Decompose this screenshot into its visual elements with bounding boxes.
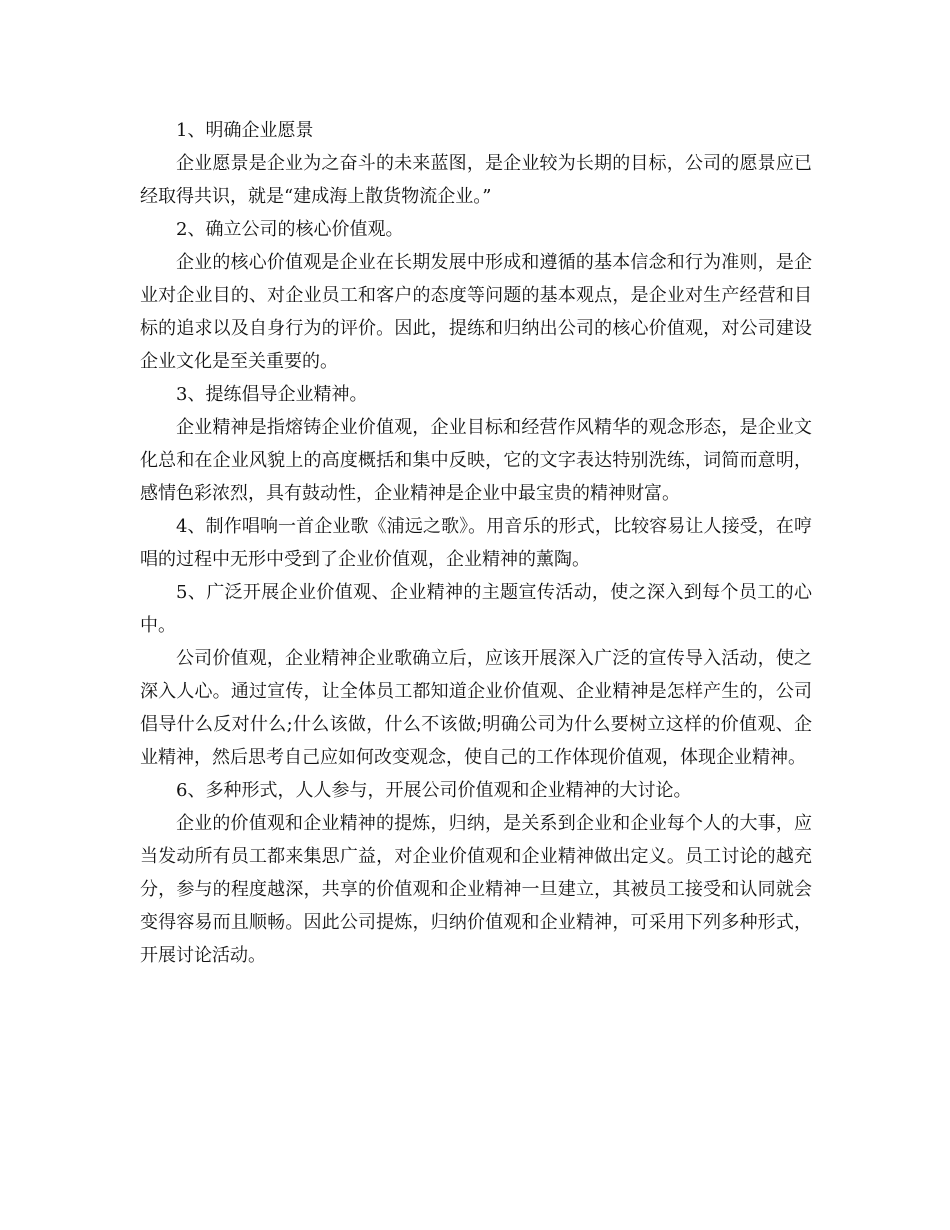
heading-theme-campaign: 5、广泛开展企业价值观、企业精神的主题宣传活动，使之深入到每个员工的心中。	[140, 582, 812, 636]
paragraph-vision: 企业愿景是企业为之奋斗的未来蓝图，是企业较为长期的目标，公司的愿景应已经取得共识，就是“建成海上散货物流企业。”	[140, 153, 812, 207]
document-body	[140, 114, 812, 972]
paragraph-enterprise-spirit: 企业精神是指熔铸企业价值观，企业目标和经营作风精华的观念形态，是企业文化总和在企业风貌上的高度概括和集中反映，它的文字表达特别洗练，词简而意明，感情色彩浓烈，具有鼓动性，企业精神是企业中最宝贵的精神财富。	[140, 417, 812, 504]
paragraph-theme-campaign: 公司价值观，企业精神企业歌确立后，应该开展深入广泛的宣传导入活动，使之深入人心。通过宣传，让全体员工都知道企业价值观、企业精神是怎样产生的，公司倡导什么反对什么;什么该做，什么不该做;明确公司为什么要树立这样的价值观、企业精神，然后思考自己应如何改变观念，使自己的工作体现价值观，体现企业精神。	[140, 648, 812, 768]
heading-enterprise-spirit: 3、提练倡导企业精神。	[176, 384, 368, 405]
paragraph-company-song: 4、制作唱响一首企业歌《浦远之歌》。用音乐的形式，比较容易让人接受，在哼唱的过程中无形中受到了企业价值观，企业精神的薰陶。	[140, 516, 812, 570]
paragraph-core-values: 企业的核心价值观是企业在长期发展中形成和遵循的基本信念和行为准则，是企业对企业目的、对企业员工和客户的态度等问题的基本观点，是企业对生产经营和目标的追求以及自身行为的评价。因此，提练和归纳出公司的核心价值观，对公司建设企业文化是至关重要的。	[140, 252, 812, 372]
paragraph-discussion: 企业的价值观和企业精神的提炼，归纳，是关系到企业和企业每个人的大事，应当发动所有员工都来集思广益，对企业价值观和企业精神做出定义。员工讨论的越充分，参与的程度越深，共享的价值观和企业精神一旦建立，其被员工接受和认同就会变得容易而且顺畅。因此公司提炼，归纳价值观和企业精神，可采用下列多种形式，开展讨论活动。	[140, 813, 812, 966]
heading-discussion: 6、多种形式，人人参与，开展公司价值观和企业精神的大讨论。	[176, 780, 692, 801]
heading-core-values: 2、确立公司的核心价值观。	[176, 219, 404, 240]
heading-vision: 1、明确企业愿景	[176, 120, 314, 141]
